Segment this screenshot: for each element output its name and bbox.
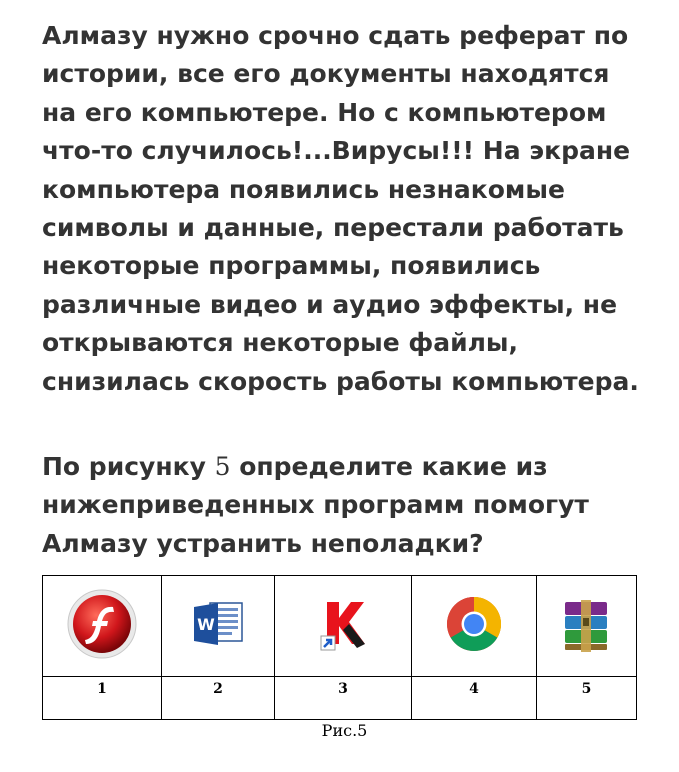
chrome-icon [444, 594, 504, 654]
programs-table [42, 575, 637, 720]
cell-word [162, 576, 275, 677]
problem-description: Алмазу нужно срочно сдать реферат по истории, все его документы находятся на его компьютере. Но с компьютером что-то случилось!...Вирусы!!! На экране компьютера появились незнакомые символы и данные, перестали работать некоторые программы, появились различные видео и аудио эффекты, не открываются некоторые файлы, снизилась скорость работы компьютера. [42, 21, 639, 396]
question-text [42, 448, 642, 563]
question-after: определите какие из нижеприведенных программ помогут Алмазу устранить неполадки? [42, 452, 589, 558]
number-4: 4 [412, 677, 537, 720]
number-5: 5 [537, 677, 637, 720]
cell-chrome [412, 576, 537, 677]
question-before: По рисунку [42, 452, 215, 481]
numbers-row [43, 677, 637, 720]
kaspersky-icon [313, 594, 373, 654]
flash-player-icon [65, 587, 139, 661]
figure-number: 5 [214, 452, 231, 481]
number-3: 3 [275, 677, 412, 720]
word-document-icon [188, 597, 248, 651]
cell-kaspersky [275, 576, 412, 677]
figure-caption: Рис.5 [321, 721, 368, 740]
number-2: 2 [162, 677, 275, 720]
icons-row [43, 576, 637, 677]
number-1: 1 [43, 677, 162, 720]
svg-text:W: W [197, 615, 215, 634]
cell-flash [43, 576, 162, 677]
cell-winrar [537, 576, 637, 677]
winrar-icon [561, 596, 613, 652]
